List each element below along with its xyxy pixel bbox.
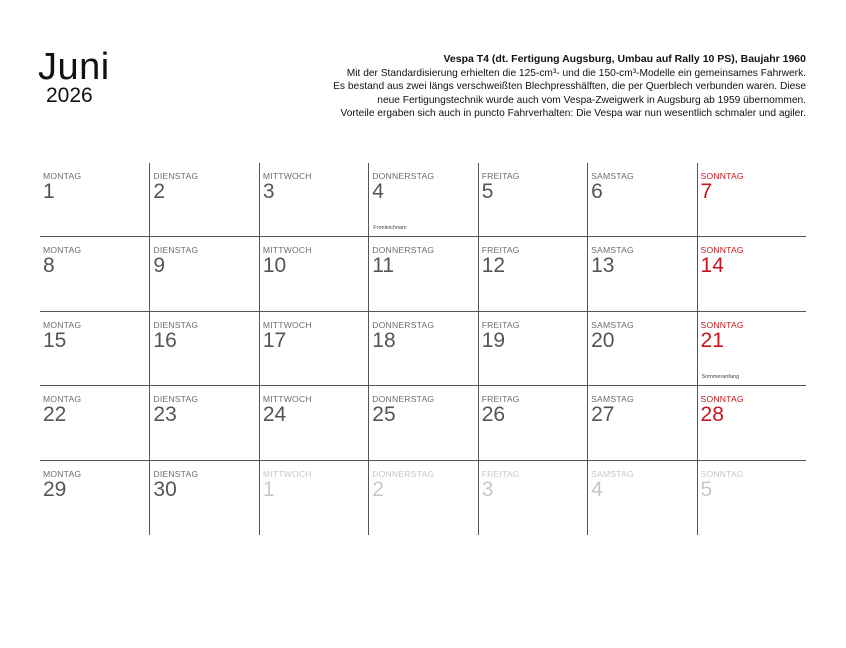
day-cell — [40, 312, 149, 385]
day-cell — [40, 237, 149, 310]
weekday-label: SONNTAG — [700, 171, 744, 181]
week-row — [40, 386, 806, 460]
day-cell — [697, 312, 806, 385]
day-number: 19 — [481, 328, 506, 352]
weekday-label: DONNERSTAG — [372, 171, 435, 181]
weekday-label: DIENSTAG — [153, 468, 199, 479]
day-number: 21 — [700, 328, 724, 352]
weekday-label: SONNTAG — [700, 319, 744, 330]
day-cell — [259, 237, 368, 310]
day-cell — [368, 461, 477, 535]
weekday-label: MONTAG — [43, 468, 82, 479]
day-cell — [40, 163, 149, 236]
caption-line: Mit der Standardisierung erhielten die 125-cm³- und die 150-cm³-Modelle ein gemeinsames Fahrwerk. — [346, 68, 806, 79]
weekday-label: MITTWOCH — [262, 319, 312, 330]
day-number: 6 — [591, 180, 603, 203]
day-number: 17 — [262, 328, 287, 352]
day-number: 24 — [262, 403, 287, 427]
weekday-label: SAMSTAG — [591, 171, 634, 181]
day-number: 8 — [43, 254, 55, 278]
day-cell — [697, 237, 806, 310]
weekday-label: MONTAG — [43, 245, 82, 256]
day-number: 1 — [43, 180, 55, 203]
week-row — [40, 461, 806, 535]
weekday-label: DONNERSTAG — [372, 245, 435, 256]
day-cell — [40, 386, 149, 459]
day-number: 13 — [591, 254, 615, 278]
day-cell — [259, 386, 368, 459]
caption-line: neue Fertigungstechnik wurde auch vom Vespa-Zweigwerk in Augsburg ab 1959 übernommen. — [377, 94, 806, 106]
weekday-label: SONNTAG — [700, 468, 744, 479]
day-cell — [368, 237, 477, 310]
weekday-label: SAMSTAG — [591, 245, 634, 256]
year-label: 2026 — [46, 84, 93, 107]
day-cell — [697, 461, 806, 535]
day-number: 12 — [481, 254, 506, 278]
day-number: 23 — [153, 403, 177, 427]
day-cell — [587, 461, 696, 535]
caption-line: Es bestand aus zwei längs verschweißten Blechpresshälften, die per Querblech verbunden waren. Diese — [333, 81, 806, 93]
week-row — [40, 163, 806, 237]
weekday-label: DIENSTAG — [153, 171, 199, 181]
weekday-label: DIENSTAG — [153, 245, 199, 256]
weekday-label: FREITAG — [481, 394, 520, 405]
caption-title: Vespa T4 (dt. Fertigung Augsburg, Umbau auf Rally 10 PS), Baujahr 1960 — [443, 53, 806, 65]
day-cell — [149, 237, 258, 310]
weekday-label: MONTAG — [43, 394, 82, 405]
caption-line: Vorteile ergaben sich auch in puncto Fahrverhalten: Die Vespa war nun wesentlich schmaler und agiler. — [340, 108, 806, 120]
day-number: 4 — [372, 180, 384, 203]
weekday-label: SAMSTAG — [591, 394, 634, 405]
week-row — [40, 237, 806, 311]
day-number: 11 — [372, 254, 395, 278]
day-cell — [368, 163, 477, 236]
weekday-label: MITTWOCH — [262, 171, 312, 181]
day-cell — [149, 312, 258, 385]
day-cell — [259, 461, 368, 535]
day-cell — [587, 163, 696, 236]
day-number: 2 — [153, 180, 166, 203]
day-number: 16 — [153, 328, 177, 352]
day-number: 28 — [700, 403, 724, 427]
day-number: 7 — [700, 180, 713, 203]
weekday-label: MITTWOCH — [262, 468, 312, 479]
weekday-label: DONNERSTAG — [372, 394, 435, 405]
day-number: 30 — [153, 477, 177, 501]
month-title: Juni — [38, 46, 110, 88]
weekday-label: DIENSTAG — [153, 319, 199, 330]
weekday-label: MITTWOCH — [262, 394, 312, 405]
day-number: 26 — [481, 403, 506, 427]
day-number: 22 — [43, 403, 67, 427]
day-cell — [259, 163, 368, 236]
day-number: 29 — [43, 477, 67, 501]
weekday-label: SONNTAG — [700, 394, 744, 405]
day-cell — [478, 312, 587, 385]
weekday-label: DIENSTAG — [153, 394, 199, 405]
day-cell — [697, 386, 806, 459]
day-cell — [478, 386, 587, 459]
day-number: 27 — [591, 403, 615, 427]
weekday-label: DONNERSTAG — [372, 319, 435, 330]
day-number: 3 — [481, 477, 494, 501]
day-cell — [368, 312, 477, 385]
day-number: 5 — [700, 477, 713, 501]
day-cell — [149, 163, 258, 236]
day-cell — [149, 386, 258, 459]
day-number: 3 — [262, 180, 275, 203]
day-cell — [368, 386, 477, 459]
day-number: 5 — [481, 180, 494, 203]
day-cell — [587, 386, 696, 459]
weekday-label: DONNERSTAG — [372, 468, 435, 479]
weekday-label: MITTWOCH — [262, 245, 312, 256]
weekday-label: FREITAG — [481, 171, 520, 181]
calendar-grid — [40, 163, 806, 535]
day-number: 20 — [591, 328, 615, 352]
weekday-label: FREITAG — [481, 468, 520, 479]
day-cell — [587, 237, 696, 310]
day-number: 1 — [262, 477, 275, 501]
holiday-note: Sommeranfang — [701, 374, 740, 381]
weekday-label: MONTAG — [43, 319, 82, 330]
day-number: 14 — [700, 254, 724, 278]
day-cell — [587, 312, 696, 385]
day-number: 2 — [372, 477, 384, 501]
day-cell — [478, 461, 587, 535]
weekday-label: SONNTAG — [700, 245, 744, 256]
weekday-label: FREITAG — [481, 245, 520, 256]
day-cell — [40, 461, 149, 535]
day-number: 9 — [153, 254, 166, 278]
weekday-label: SAMSTAG — [591, 319, 634, 330]
day-number: 10 — [262, 254, 287, 278]
day-number: 25 — [372, 403, 396, 427]
weekday-label: FREITAG — [481, 319, 520, 330]
day-cell — [478, 237, 587, 310]
day-cell — [149, 461, 258, 535]
day-cell — [478, 163, 587, 236]
holiday-note: Fronleichnam — [373, 225, 407, 232]
weekday-label: SAMSTAG — [591, 468, 634, 479]
day-number: 4 — [591, 477, 603, 501]
photo-caption — [286, 52, 806, 121]
day-cell — [259, 312, 368, 385]
day-cell — [697, 163, 806, 236]
day-number: 18 — [372, 328, 396, 352]
week-row — [40, 312, 806, 386]
day-number: 15 — [43, 328, 67, 352]
weekday-label: MONTAG — [43, 171, 82, 181]
